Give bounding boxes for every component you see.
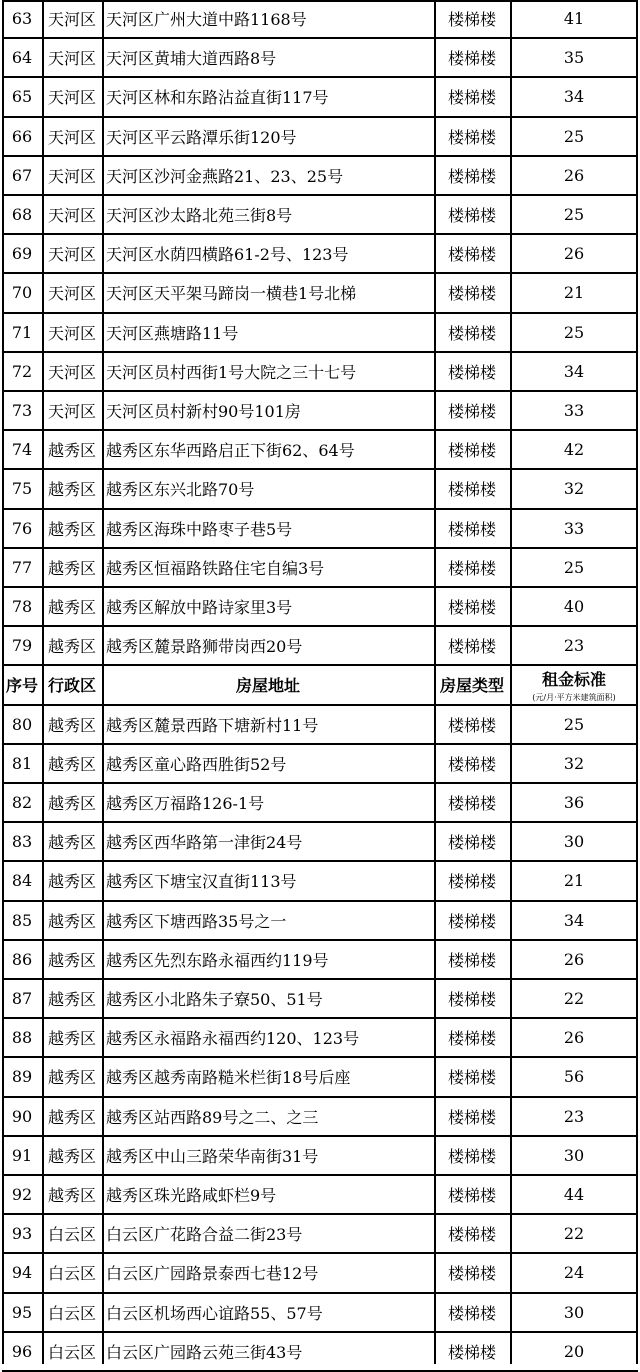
row-district: 天河区 [47, 166, 96, 186]
table-row [2, 118, 638, 157]
row-rent: 26 [563, 165, 585, 185]
table-row [2, 274, 638, 313]
table-row [2, 1019, 638, 1058]
row-house-type: 楼梯楼 [447, 1264, 496, 1284]
header-rent-unit: (元/月·平方米建筑面积) [532, 692, 616, 702]
table-row [2, 862, 638, 901]
row-house-type: 楼梯楼 [447, 10, 496, 30]
row-house-type: 楼梯楼 [447, 598, 496, 618]
row-number: 96 [11, 1341, 33, 1361]
row-address: 越秀区解放中路诗家里3号 [106, 598, 293, 618]
row-address: 越秀区童心路西胜街52号 [106, 754, 287, 774]
row-house-type: 楼梯楼 [447, 402, 496, 422]
row-address: 越秀区先烈东路永福西约119号 [106, 950, 329, 970]
row-number: 68 [11, 205, 33, 225]
row-address: 白云区广园路云苑三街43号 [106, 1342, 303, 1362]
row-district: 天河区 [47, 362, 96, 382]
row-rent: 23 [563, 1106, 585, 1126]
row-address: 白云区广花路合益二街23号 [106, 1225, 303, 1245]
row-district: 越秀区 [47, 990, 96, 1010]
row-address: 越秀区恒福路铁路住宅自编3号 [106, 558, 325, 578]
row-number: 79 [11, 636, 33, 656]
row-district: 越秀区 [47, 1186, 96, 1206]
header-address: 房屋地址 [235, 676, 300, 696]
row-address: 天河区员村新村90号101房 [106, 402, 301, 422]
row-number: 87 [11, 989, 33, 1009]
row-address: 越秀区下塘西路35号之一 [106, 911, 287, 931]
row-rent: 40 [563, 597, 585, 617]
row-number: 72 [11, 361, 33, 381]
row-rent: 30 [563, 832, 585, 852]
table-row [2, 823, 638, 862]
row-address: 越秀区海珠中路枣子巷5号 [106, 519, 293, 539]
row-number: 94 [11, 1263, 33, 1283]
table-row [2, 902, 638, 941]
row-rent: 25 [563, 557, 585, 577]
table-row [2, 78, 638, 117]
table-row [2, 1294, 638, 1333]
table-row [2, 470, 638, 509]
table-row [2, 314, 638, 353]
row-district: 越秀区 [47, 519, 96, 539]
row-district: 越秀区 [47, 558, 96, 578]
row-rent: 30 [563, 1145, 585, 1165]
row-rent: 21 [563, 871, 585, 891]
row-house-type: 楼梯楼 [447, 558, 496, 578]
row-number: 71 [11, 322, 33, 342]
row-number: 78 [11, 597, 33, 617]
row-district: 天河区 [47, 402, 96, 422]
row-rent: 21 [563, 283, 585, 303]
row-rent: 34 [563, 87, 585, 107]
row-rent: 24 [563, 1263, 585, 1283]
row-district: 越秀区 [47, 950, 96, 970]
row-address: 天河区广州大道中路1168号 [106, 10, 307, 30]
row-house-type: 楼梯楼 [447, 1146, 496, 1166]
row-address: 越秀区越秀南路糙米栏街18号后座 [106, 1068, 351, 1088]
row-rent: 56 [563, 1067, 585, 1087]
row-house-type: 楼梯楼 [447, 911, 496, 931]
row-house-type: 楼梯楼 [447, 794, 496, 814]
row-district: 天河区 [47, 127, 96, 147]
row-house-type: 楼梯楼 [447, 49, 496, 69]
row-district: 越秀区 [47, 833, 96, 853]
table-row [2, 353, 638, 392]
row-district: 越秀区 [47, 911, 96, 931]
row-number: 92 [11, 1185, 33, 1205]
header-number: 序号 [5, 676, 38, 696]
table-row [2, 1254, 638, 1293]
row-number: 67 [11, 165, 33, 185]
row-district: 白云区 [47, 1342, 96, 1362]
row-rent: 25 [563, 126, 585, 146]
table-row [2, 1058, 638, 1097]
table-row [2, 941, 638, 980]
row-rent: 34 [563, 361, 585, 381]
row-address: 白云区机场西心谊路55、57号 [106, 1303, 323, 1323]
row-number: 91 [11, 1145, 33, 1165]
row-house-type: 楼梯楼 [447, 480, 496, 500]
row-district: 越秀区 [47, 1107, 96, 1127]
row-number: 89 [11, 1067, 33, 1087]
row-rent: 22 [563, 1224, 585, 1244]
row-district: 越秀区 [47, 480, 96, 500]
row-address: 越秀区永福路永福西约120、123号 [106, 1029, 360, 1049]
row-address: 越秀区西华路第一津街24号 [106, 833, 303, 853]
row-district: 越秀区 [47, 872, 96, 892]
row-number: 88 [11, 1028, 33, 1048]
column-divider [42, 0, 44, 1364]
row-address: 越秀区东华西路启正下街62、64号 [106, 441, 355, 461]
row-rent: 32 [563, 753, 585, 773]
row-address: 越秀区万福路126-1号 [106, 794, 265, 814]
row-address: 越秀区下塘宝汉直街113号 [106, 872, 297, 892]
row-rent: 35 [563, 48, 585, 68]
table-row [2, 196, 638, 235]
row-house-type: 楼梯楼 [447, 637, 496, 657]
row-house-type: 楼梯楼 [447, 1107, 496, 1127]
row-district: 白云区 [47, 1225, 96, 1245]
row-address: 天河区天平架马蹄岗一横巷1号北梯 [106, 284, 357, 304]
column-divider [510, 0, 512, 1364]
row-district: 越秀区 [47, 637, 96, 657]
row-address: 天河区燕塘路11号 [106, 323, 239, 343]
table-row [2, 431, 638, 470]
row-address: 越秀区站西路89号之二、之三 [106, 1107, 319, 1127]
table-row [2, 1098, 638, 1137]
row-number: 65 [11, 87, 33, 107]
row-rent: 33 [563, 401, 585, 421]
row-house-type: 楼梯楼 [447, 245, 496, 265]
row-rent: 22 [563, 989, 585, 1009]
row-number: 82 [11, 793, 33, 813]
row-rent: 42 [563, 440, 585, 460]
row-house-type: 楼梯楼 [447, 1342, 496, 1362]
table-row [2, 1137, 638, 1176]
row-address: 白云区广园路景泰西七巷12号 [106, 1264, 319, 1284]
row-district: 越秀区 [47, 794, 96, 814]
column-divider [434, 0, 436, 1364]
table-row [2, 1215, 638, 1254]
table-row [2, 980, 638, 1019]
row-district: 天河区 [47, 88, 96, 108]
row-rent: 20 [563, 1341, 585, 1361]
row-district: 天河区 [47, 245, 96, 265]
row-number: 83 [11, 832, 33, 852]
table-row [2, 784, 638, 823]
row-house-type: 楼梯楼 [447, 284, 496, 304]
row-rent: 25 [563, 322, 585, 342]
row-rent: 32 [563, 479, 585, 499]
row-rent: 25 [563, 205, 585, 225]
row-rent: 26 [563, 949, 585, 969]
row-house-type: 楼梯楼 [447, 362, 496, 382]
row-district: 天河区 [47, 49, 96, 69]
row-house-type: 楼梯楼 [447, 833, 496, 853]
row-house-type: 楼梯楼 [447, 990, 496, 1010]
table-row [2, 706, 638, 745]
row-house-type: 楼梯楼 [447, 519, 496, 539]
header-rent-title: 租金标准 [541, 669, 606, 689]
row-rent: 26 [563, 1028, 585, 1048]
row-number: 74 [11, 440, 33, 460]
table-row [2, 1333, 638, 1372]
row-rent: 34 [563, 910, 585, 930]
table-row [2, 745, 638, 784]
row-house-type: 楼梯楼 [447, 88, 496, 108]
row-number: 66 [11, 126, 33, 146]
table-header-row [2, 666, 638, 705]
row-district: 越秀区 [47, 715, 96, 735]
row-number: 84 [11, 871, 33, 891]
row-address: 天河区平云路潭乐街120号 [106, 127, 297, 147]
row-address: 天河区员村西街1号大院之三十七号 [106, 362, 357, 382]
row-district: 越秀区 [47, 1146, 96, 1166]
row-address: 天河区沙河金燕路21、23、25号 [106, 166, 344, 186]
column-divider [2, 0, 4, 1364]
table-row [2, 0, 638, 39]
row-number: 75 [11, 479, 33, 499]
table-row [2, 235, 638, 274]
header-house-type: 房屋类型 [439, 676, 504, 696]
row-number: 80 [11, 714, 33, 734]
row-district: 天河区 [47, 206, 96, 226]
row-district: 白云区 [47, 1264, 96, 1284]
row-house-type: 楼梯楼 [447, 1029, 496, 1049]
row-number: 95 [11, 1302, 33, 1322]
row-address: 天河区沙太路北苑三街8号 [106, 206, 293, 226]
row-rent: 23 [563, 636, 585, 656]
table-row [2, 549, 638, 588]
row-district: 越秀区 [47, 1029, 96, 1049]
header-district: 行政区 [47, 676, 96, 696]
row-house-type: 楼梯楼 [447, 1186, 496, 1206]
row-address: 越秀区麓景路狮带岗西20号 [106, 637, 303, 657]
row-number: 64 [11, 48, 33, 68]
row-house-type: 楼梯楼 [447, 715, 496, 735]
row-rent: 33 [563, 518, 585, 538]
row-district: 越秀区 [47, 754, 96, 774]
row-address: 天河区林和东路沾益直街117号 [106, 88, 329, 108]
row-rent: 30 [563, 1302, 585, 1322]
row-house-type: 楼梯楼 [447, 1225, 496, 1245]
row-house-type: 楼梯楼 [447, 1303, 496, 1323]
row-number: 90 [11, 1106, 33, 1126]
row-number: 86 [11, 949, 33, 969]
column-divider [636, 0, 638, 1364]
table-row [2, 1176, 638, 1215]
row-rent: 36 [563, 793, 585, 813]
row-house-type: 楼梯楼 [447, 166, 496, 186]
row-address: 越秀区中山三路荣华南街31号 [106, 1146, 319, 1166]
column-divider [102, 0, 104, 1364]
row-address: 越秀区珠光路咸虾栏9号 [106, 1186, 277, 1206]
row-number: 69 [11, 244, 33, 264]
row-district: 天河区 [47, 284, 96, 304]
row-district: 天河区 [47, 10, 96, 30]
table-row [2, 510, 638, 549]
row-address: 越秀区麓景西路下塘新村11号 [106, 715, 319, 735]
table-row [2, 157, 638, 196]
row-number: 77 [11, 557, 33, 577]
row-number: 76 [11, 518, 33, 538]
row-house-type: 楼梯楼 [447, 1068, 496, 1088]
row-house-type: 楼梯楼 [447, 206, 496, 226]
row-number: 70 [11, 283, 33, 303]
row-house-type: 楼梯楼 [447, 754, 496, 774]
row-address: 天河区黄埔大道西路8号 [106, 49, 277, 69]
row-address: 越秀区东兴北路70号 [106, 480, 255, 500]
row-house-type: 楼梯楼 [447, 872, 496, 892]
table-row [2, 392, 638, 431]
row-district: 天河区 [47, 323, 96, 343]
row-number: 85 [11, 910, 33, 930]
table-row [2, 588, 638, 627]
row-number: 81 [11, 753, 33, 773]
row-number: 93 [11, 1224, 33, 1244]
row-address: 天河区水荫四横路61-2号、123号 [106, 245, 349, 265]
row-house-type: 楼梯楼 [447, 441, 496, 461]
row-rent: 41 [563, 9, 585, 29]
header-rent [510, 666, 638, 703]
row-district: 白云区 [47, 1303, 96, 1323]
table-row [2, 39, 638, 78]
row-house-type: 楼梯楼 [447, 950, 496, 970]
table-row [2, 627, 638, 666]
row-house-type: 楼梯楼 [447, 127, 496, 147]
row-rent: 26 [563, 244, 585, 264]
row-number: 63 [11, 9, 33, 29]
row-rent: 25 [563, 714, 585, 734]
row-district: 越秀区 [47, 441, 96, 461]
row-number: 73 [11, 401, 33, 421]
row-district: 越秀区 [47, 1068, 96, 1088]
row-address: 越秀区小北路朱子寮50、51号 [106, 990, 323, 1010]
row-house-type: 楼梯楼 [447, 323, 496, 343]
row-district: 越秀区 [47, 598, 96, 618]
row-rent: 44 [563, 1185, 585, 1205]
